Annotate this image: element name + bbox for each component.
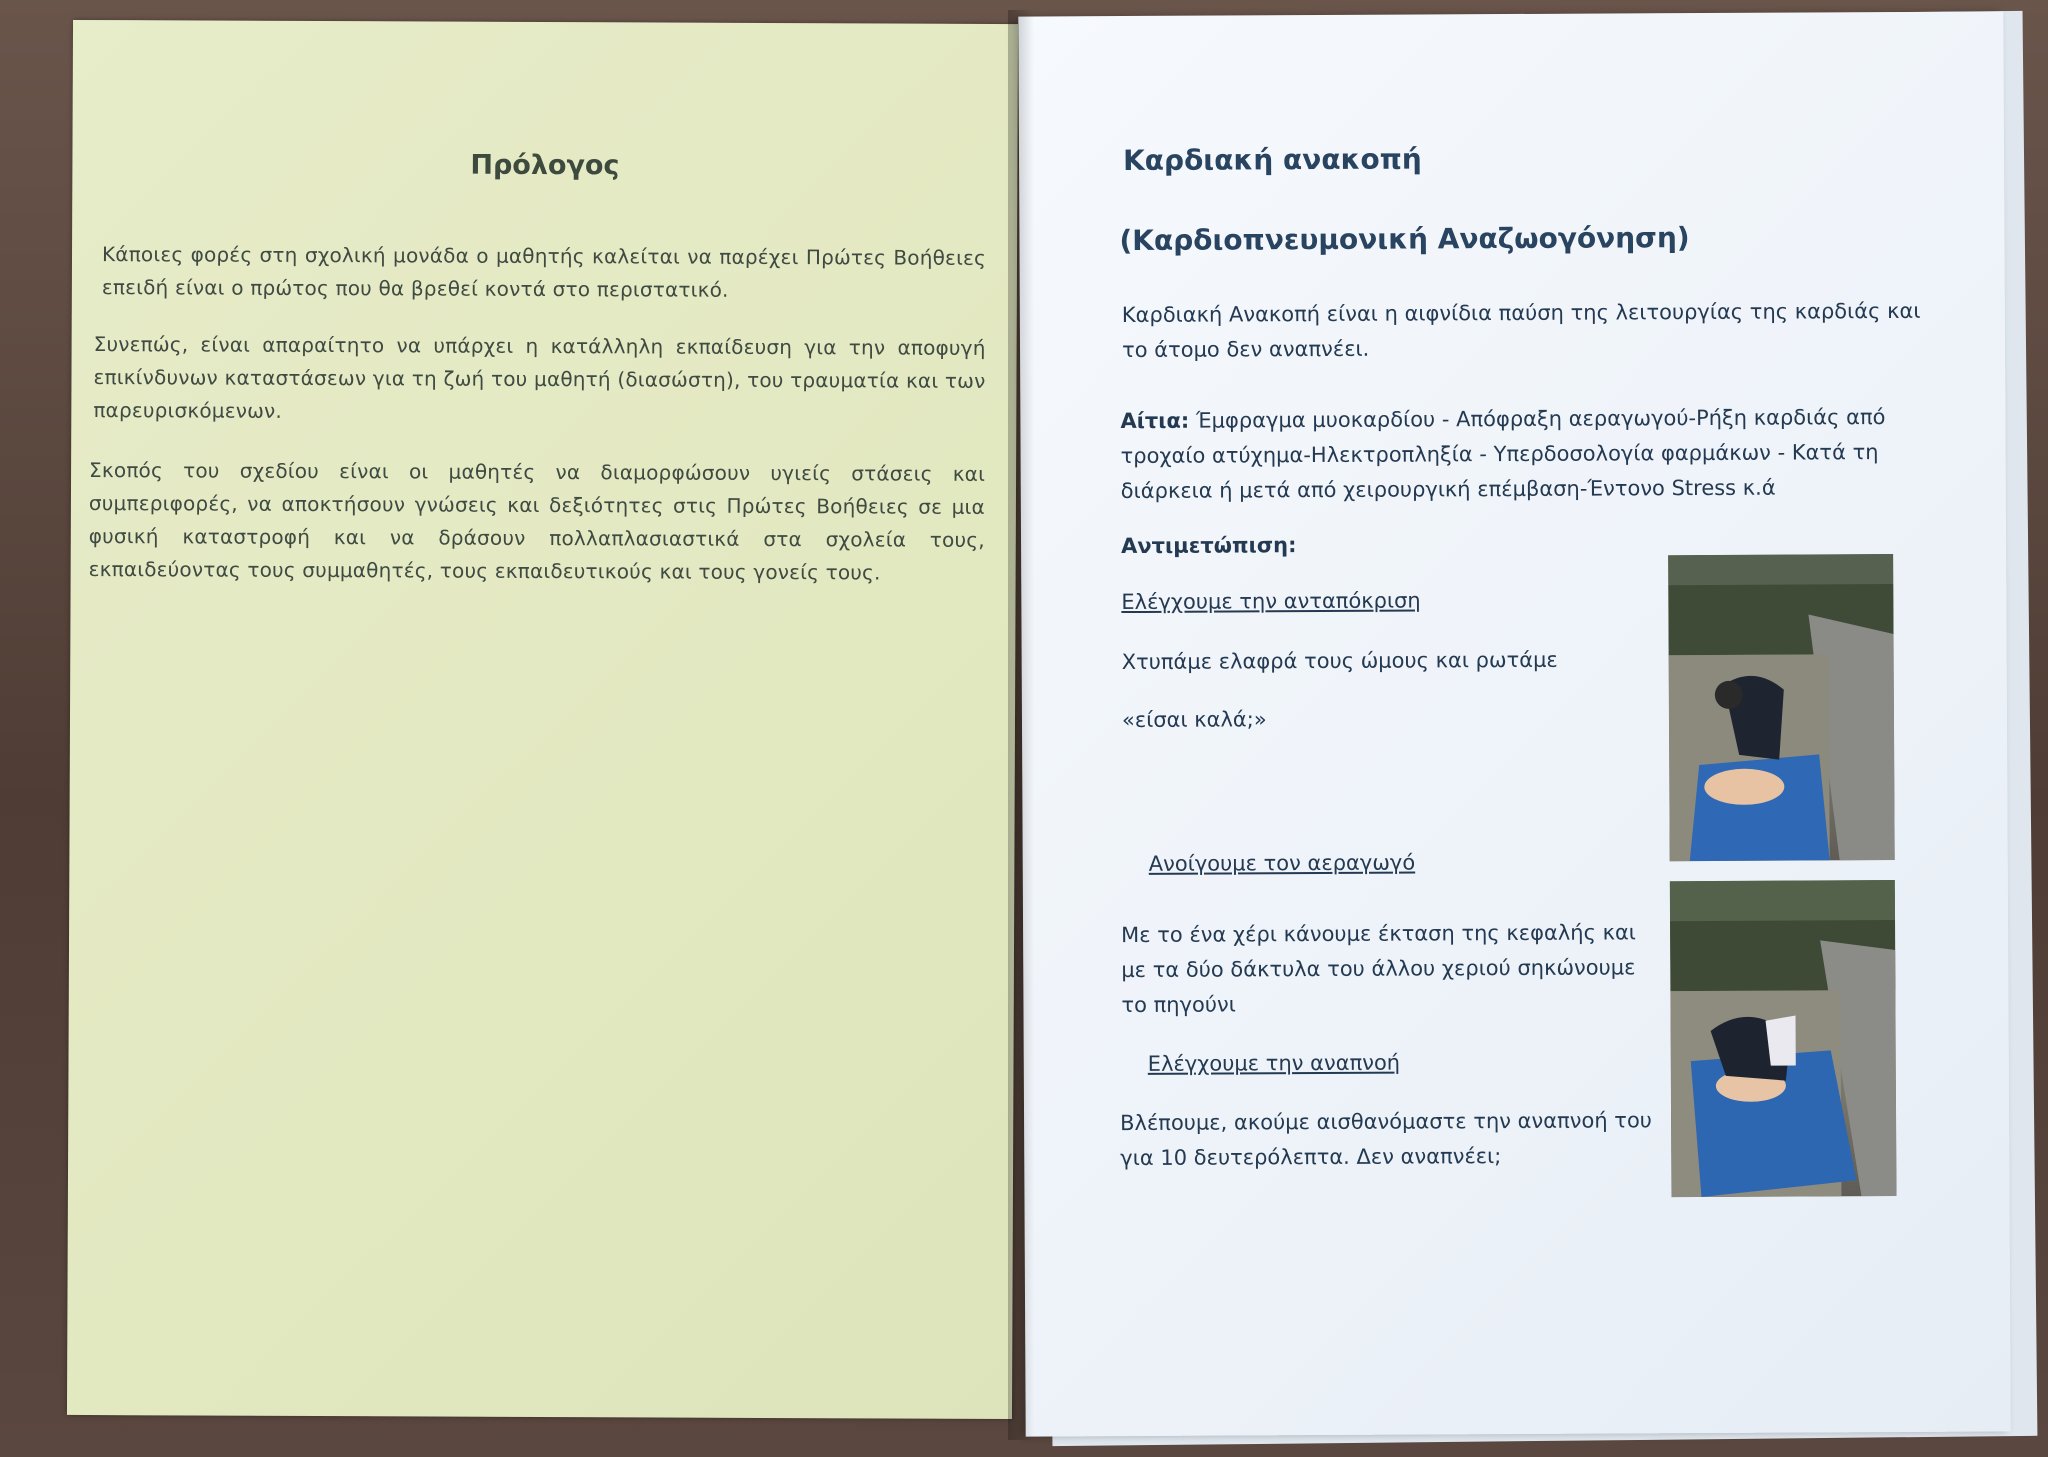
causes-text: Έμφραγμα μυοκαρδίου - Απόφραξη αεραγωγού-Ρήξη καρδιάς από τροχαίο ατύχημα-Ηλεκτροπληξία - Υπερδοσολογία φαρμάκων - Κατά τη διάρκεια ή μετά από χειρουργική επέμβαση-Έντονο Stress κ.ά	[1120, 405, 1886, 504]
step-open-airway-title: Ανοίγουμε τον αεραγωγό	[1148, 850, 1416, 876]
step-check-breathing-title: Ελέγχουμε την αναπνοή	[1147, 1050, 1401, 1076]
prologue-title: Πρόλογος	[470, 149, 620, 182]
prologue-paragraph-1: Κάποιες φορές στη σχολική μονάδα ο μαθητής καλείται να παρέχει Πρώτες Βοήθειες επειδή είναι ο πρώτος που θα βρεθεί κοντά στο περιστατικό.	[101, 242, 987, 302]
cardiac-arrest-title: Καρδιακή ανακοπή	[1122, 142, 1422, 178]
treatment-label: Αντιμετώπιση:	[1121, 533, 1297, 559]
causes-block	[1120, 400, 1941, 509]
cpr-subtitle: (Καρδιοπνευμονική Αναζωογόνηση)	[1119, 221, 1690, 258]
cpr-photo-check-response	[1668, 554, 1895, 861]
prologue-paragraph-2: Συνεπώς, είναι απαραίτητο να υπάρχει η κατάλληλη εκπαίδευση για την αποφυγή επικίνδυνων καταστάσεων για τη ζωή του μαθητή (διασώστη), του τραυματία και των παρευρισκόμενων.	[93, 332, 986, 423]
step-check-breathing-text: Βλέπουμε, ακούμε αισθανόμαστε την αναπνοή του για 10 δευτερόλεπτα. Δεν αναπνέει;	[1120, 1108, 1652, 1171]
prologue-paragraph-3: Σκοπός του σχεδίου είναι οι μαθητές να διαμορφώσουν υγιείς στάσεις και συμπεριφορές, να αποκτήσουν γνώσεις και δεξιότητες στις Πρώτες Βοήθειες σε μια φυσική καταστροφή και να δράσουν πολλαπλασιαστικά στα σχολεία τους, εκπαιδεύοντας τους συμμαθητές, τους εκπαιδευτικούς και τους γονείς τους.	[88, 458, 986, 585]
book-gutter-shadow	[1008, 10, 1034, 1440]
right-page	[1018, 11, 2010, 1436]
left-page	[67, 20, 1018, 1419]
definition-text: Καρδιακή Ανακοπή είναι η αιφνίδια παύση της λειτουργίας της καρδιάς και το άτομο δεν αναπνέει.	[1121, 298, 1921, 363]
causes-label: Αίτια:	[1120, 408, 1190, 434]
cpr-photo-open-airway	[1670, 880, 1897, 1197]
step-check-response-text: Χτυπάμε ελαφρά τους ώμους και ρωτάμε	[1121, 647, 1558, 675]
step-check-response-title: Ελέγχουμε την ανταπόκριση	[1121, 588, 1421, 615]
step-open-airway-text: Με το ένα χέρι κάνουμε έκταση της κεφαλής και με τα δύο δάκτυλα του άλλου χεριού σηκώνουμε το πηγούνι	[1121, 920, 1636, 1018]
step-check-response-question: «είσαι καλά;»	[1121, 707, 1267, 733]
